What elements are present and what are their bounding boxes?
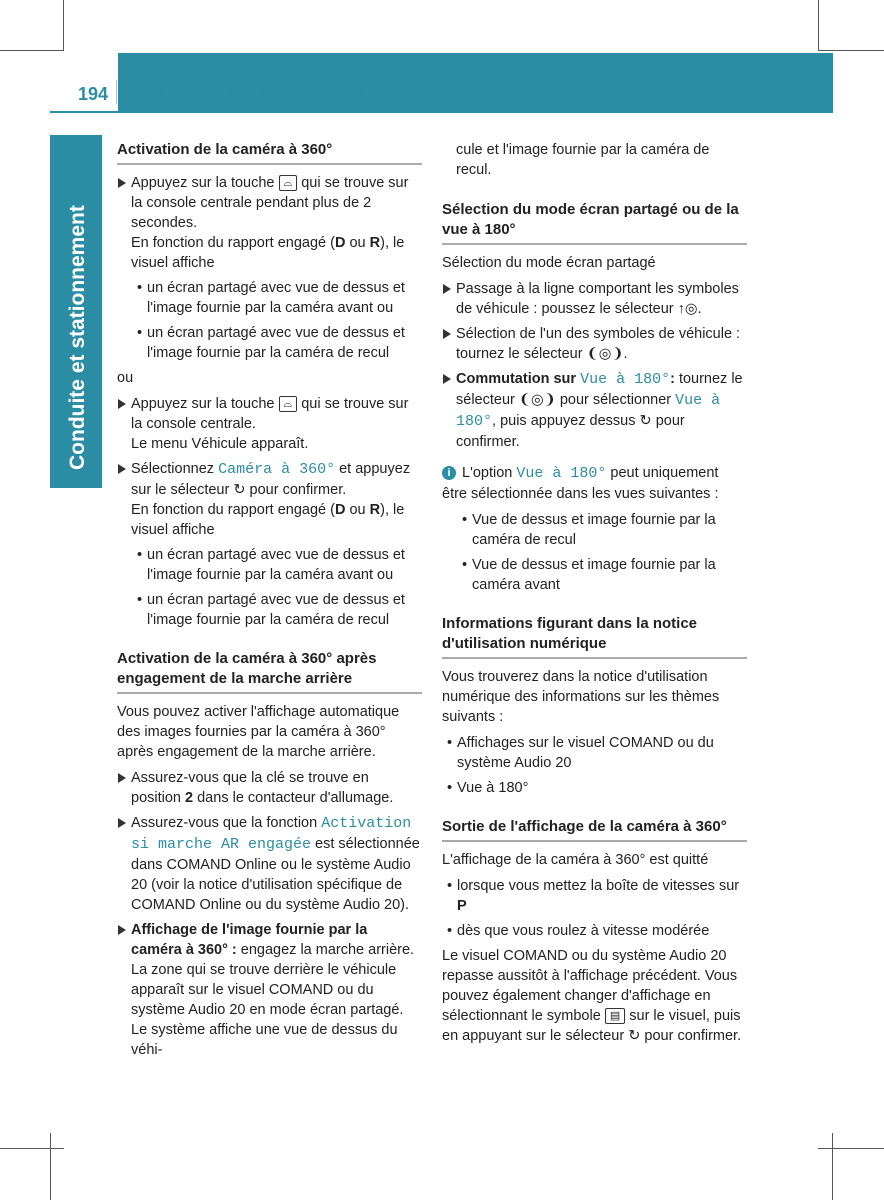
instruction-step: Assurez-vous que la clé se trouve en position 2 dans le contacteur d'allumage. [117, 768, 422, 808]
header-divider [116, 80, 117, 104]
instruction-step: Assurez-vous que la fonction Activation si marche AR engagée est sélectionnée dans COMAND Online ou le système Audio 20 (voir la notice d'utilisation spécifique de COMAND Online ou du système Audio 20). [117, 813, 422, 915]
list-item: • Vue à 180° [442, 778, 747, 798]
section-heading: Activation de la caméra à 360° [117, 140, 422, 165]
section-heading: Informations figurant dans la notice d'utilisation numérique [442, 614, 747, 659]
header-rule [50, 111, 833, 113]
paragraph: Vous pouvez activer l'affichage automatique des images fournies par la caméra à 360° après engagement de la marche arrière. [117, 704, 400, 760]
paragraph: Le visuel COMAND ou du système Audio 20 repasse aussitôt à l'affichage précédent. Vous pouvez également changer d'affichage en sélectionnant le symbole ▤ sur le visuel, puis en appuyant sur le sélecteur ↻ pour confirmer. [442, 948, 742, 1044]
paragraph: L'affichage de la caméra à 360° est quitté [442, 852, 709, 868]
left-column [117, 140, 422, 1065]
page-number: 194 [78, 84, 109, 104]
list-item: • un écran partagé avec vue de dessus et l'image fournie par la caméra de recul [117, 590, 422, 630]
push-dial-icon: ↻ [233, 482, 246, 498]
dial-icon: ❨◎❩. [586, 346, 628, 362]
instruction-step: Sélectionnez Caméra à 360° et appuyez sur le sélecteur ↻ pour confirmer. En fonction du rapport engagé (D ou R), le visuel affiche [117, 459, 422, 540]
crop-mark [50, 1133, 51, 1200]
info-note: i L'option Vue à 180° peut uniquement être sélectionnée dans les vues suivantes : [442, 465, 719, 502]
push-dial-icon: ↻ [639, 413, 652, 429]
crop-mark [818, 0, 819, 50]
section-heading: Activation de la caméra à 360° après engagement de la marche arrière [117, 649, 422, 694]
push-dial-icon: ↻ [628, 1028, 641, 1044]
instruction-step: Appuyez sur la touche ⌓ qui se trouve sur la console centrale pendant plus de 2 secondes. En fonction du rapport engagé (D ou R), le visuel affiche [117, 173, 422, 273]
paragraph: Vous trouverez dans la notice d'utilisation numérique des informations sur les thèmes suivants : [442, 669, 720, 725]
dial-icon: ↑◎. [677, 301, 702, 317]
list-item: • un écran partagé avec vue de dessus et l'image fournie par la caméra avant ou [117, 278, 422, 318]
screen-icon: ▤ [605, 1008, 625, 1024]
list-item: • un écran partagé avec vue de dessus et l'image fournie par la caméra avant ou [117, 545, 422, 585]
instruction-step: Affichage de l'image fournie par la caméra à 360° : engagez la marche arrière. La zone qui se trouve derrière le véhicule apparaît sur le visuel COMAND ou du système Audio 20 en mode écran partagé. Le système affiche une vue de dessus du véhi- [117, 920, 422, 1060]
instruction-step: Passage à la ligne comportant les symboles de véhicule : poussez le sélecteur ↑◎. [442, 279, 747, 319]
dial-icon: ❨◎❩ [518, 392, 556, 408]
list-item: • Vue de dessus et image fournie par la caméra avant [442, 555, 747, 595]
crop-mark [0, 50, 64, 51]
list-item: • Vue de dessus et image fournie par la caméra de recul [442, 510, 747, 550]
list-item: • dès que vous roulez à vitesse modérée [442, 921, 747, 941]
section-heading: Sortie de l'affichage de la caméra à 360° [442, 817, 747, 842]
list-item: • lorsque vous mettez la boîte de vitesses sur P [442, 876, 747, 916]
instruction-step: Sélection de l'un des symboles de véhicule : tournez le sélecteur ❨◎❩. [442, 324, 747, 364]
crop-mark [818, 1148, 884, 1149]
right-column [442, 140, 747, 1052]
crop-mark [818, 50, 884, 51]
list-item: • un écran partagé avec vue de dessus et l'image fournie par la caméra de recul [117, 323, 422, 363]
section-heading: Sélection du mode écran partagé ou de la vue à 180° [442, 200, 747, 245]
crop-mark [832, 1133, 833, 1200]
info-icon: i [442, 466, 456, 480]
paragraph: cule et l'image fournie par la caméra de recul. [456, 142, 710, 178]
instruction-step: Appuyez sur la touche ⌓ qui se trouve sur la console centrale. Le menu Véhicule apparaît. [117, 394, 422, 454]
instruction-step: Commutation sur Vue à 180°: tournez le sélecteur ❨◎❩ pour sélectionner Vue à 180°, puis appuyez dessus ↻ pour confirmer. [442, 369, 747, 452]
car-icon: ⌓ [279, 175, 298, 191]
list-item: • Affichages sur le visuel COMAND ou du système Audio 20 [442, 733, 747, 773]
crop-mark [63, 0, 64, 50]
chapter-tab-label: Conduite et stationnement [66, 205, 89, 470]
page-title: Systèmes d'aide à la conduite [126, 82, 396, 103]
paragraph: Sélection du mode écran partagé [442, 255, 656, 271]
crop-mark [0, 1148, 64, 1149]
car-icon: ⌓ [279, 396, 298, 412]
paragraph: ou [117, 370, 134, 386]
